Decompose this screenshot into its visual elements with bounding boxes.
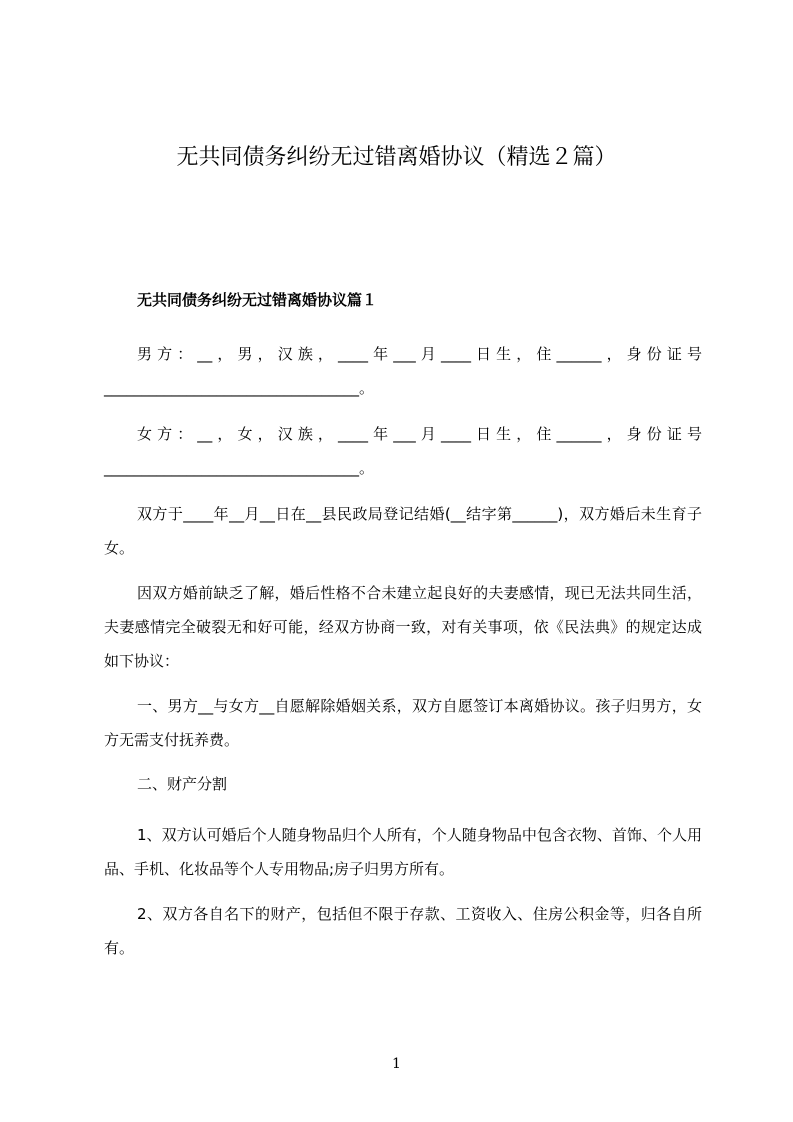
document-title: 无共同债务纠纷无过错离婚协议（精选２篇） (176, 145, 617, 170)
page-number: 1 (392, 1056, 401, 1072)
paragraph-female-party: 女方：__，女，汉族，____年___月____日生，住______，身份证号__________________________________。 (104, 425, 702, 477)
paragraph-property-item-1: 1、双方认可婚后个人随身物品归个人所有，个人随身物品中包含衣物、首饰、个人用品、手机、化妆品等个人专用物品;房子归男方所有。 (104, 826, 702, 878)
paragraph-property-item-2: 2、双方各自名下的财产，包括但不限于存款、工资收入、住房公积金等，归各自所有。 (104, 905, 702, 957)
paragraph-marriage-registration: 双方于____年__月__日在__县民政局登记结婚(__结字第______)，双方婚后未生育子女。 (104, 505, 702, 557)
paragraph-male-party: 男方：__，男，汉族，____年___月____日生，住______，身份证号__________________________________。 (104, 345, 702, 397)
paragraph-clause-one: 一、男方__与女方__自愿解除婚姻关系，双方自愿签订本离婚协议。孩子归男方，女方无需支付抚养费。 (104, 697, 702, 749)
paragraph-reason: 因双方婚前缺乏了解，婚后性格不合未建立起良好的夫妻感情，现已无法共同生活，夫妻感情完全破裂无和好可能，经双方协商一致，对有关事项，依《民法典》的规定达成如下协议： (104, 584, 702, 670)
paragraph-clause-two-heading: 二、财产分割 (137, 775, 228, 793)
section-heading: 无共同债务纠纷无过错离婚协议篇１ (137, 291, 378, 309)
